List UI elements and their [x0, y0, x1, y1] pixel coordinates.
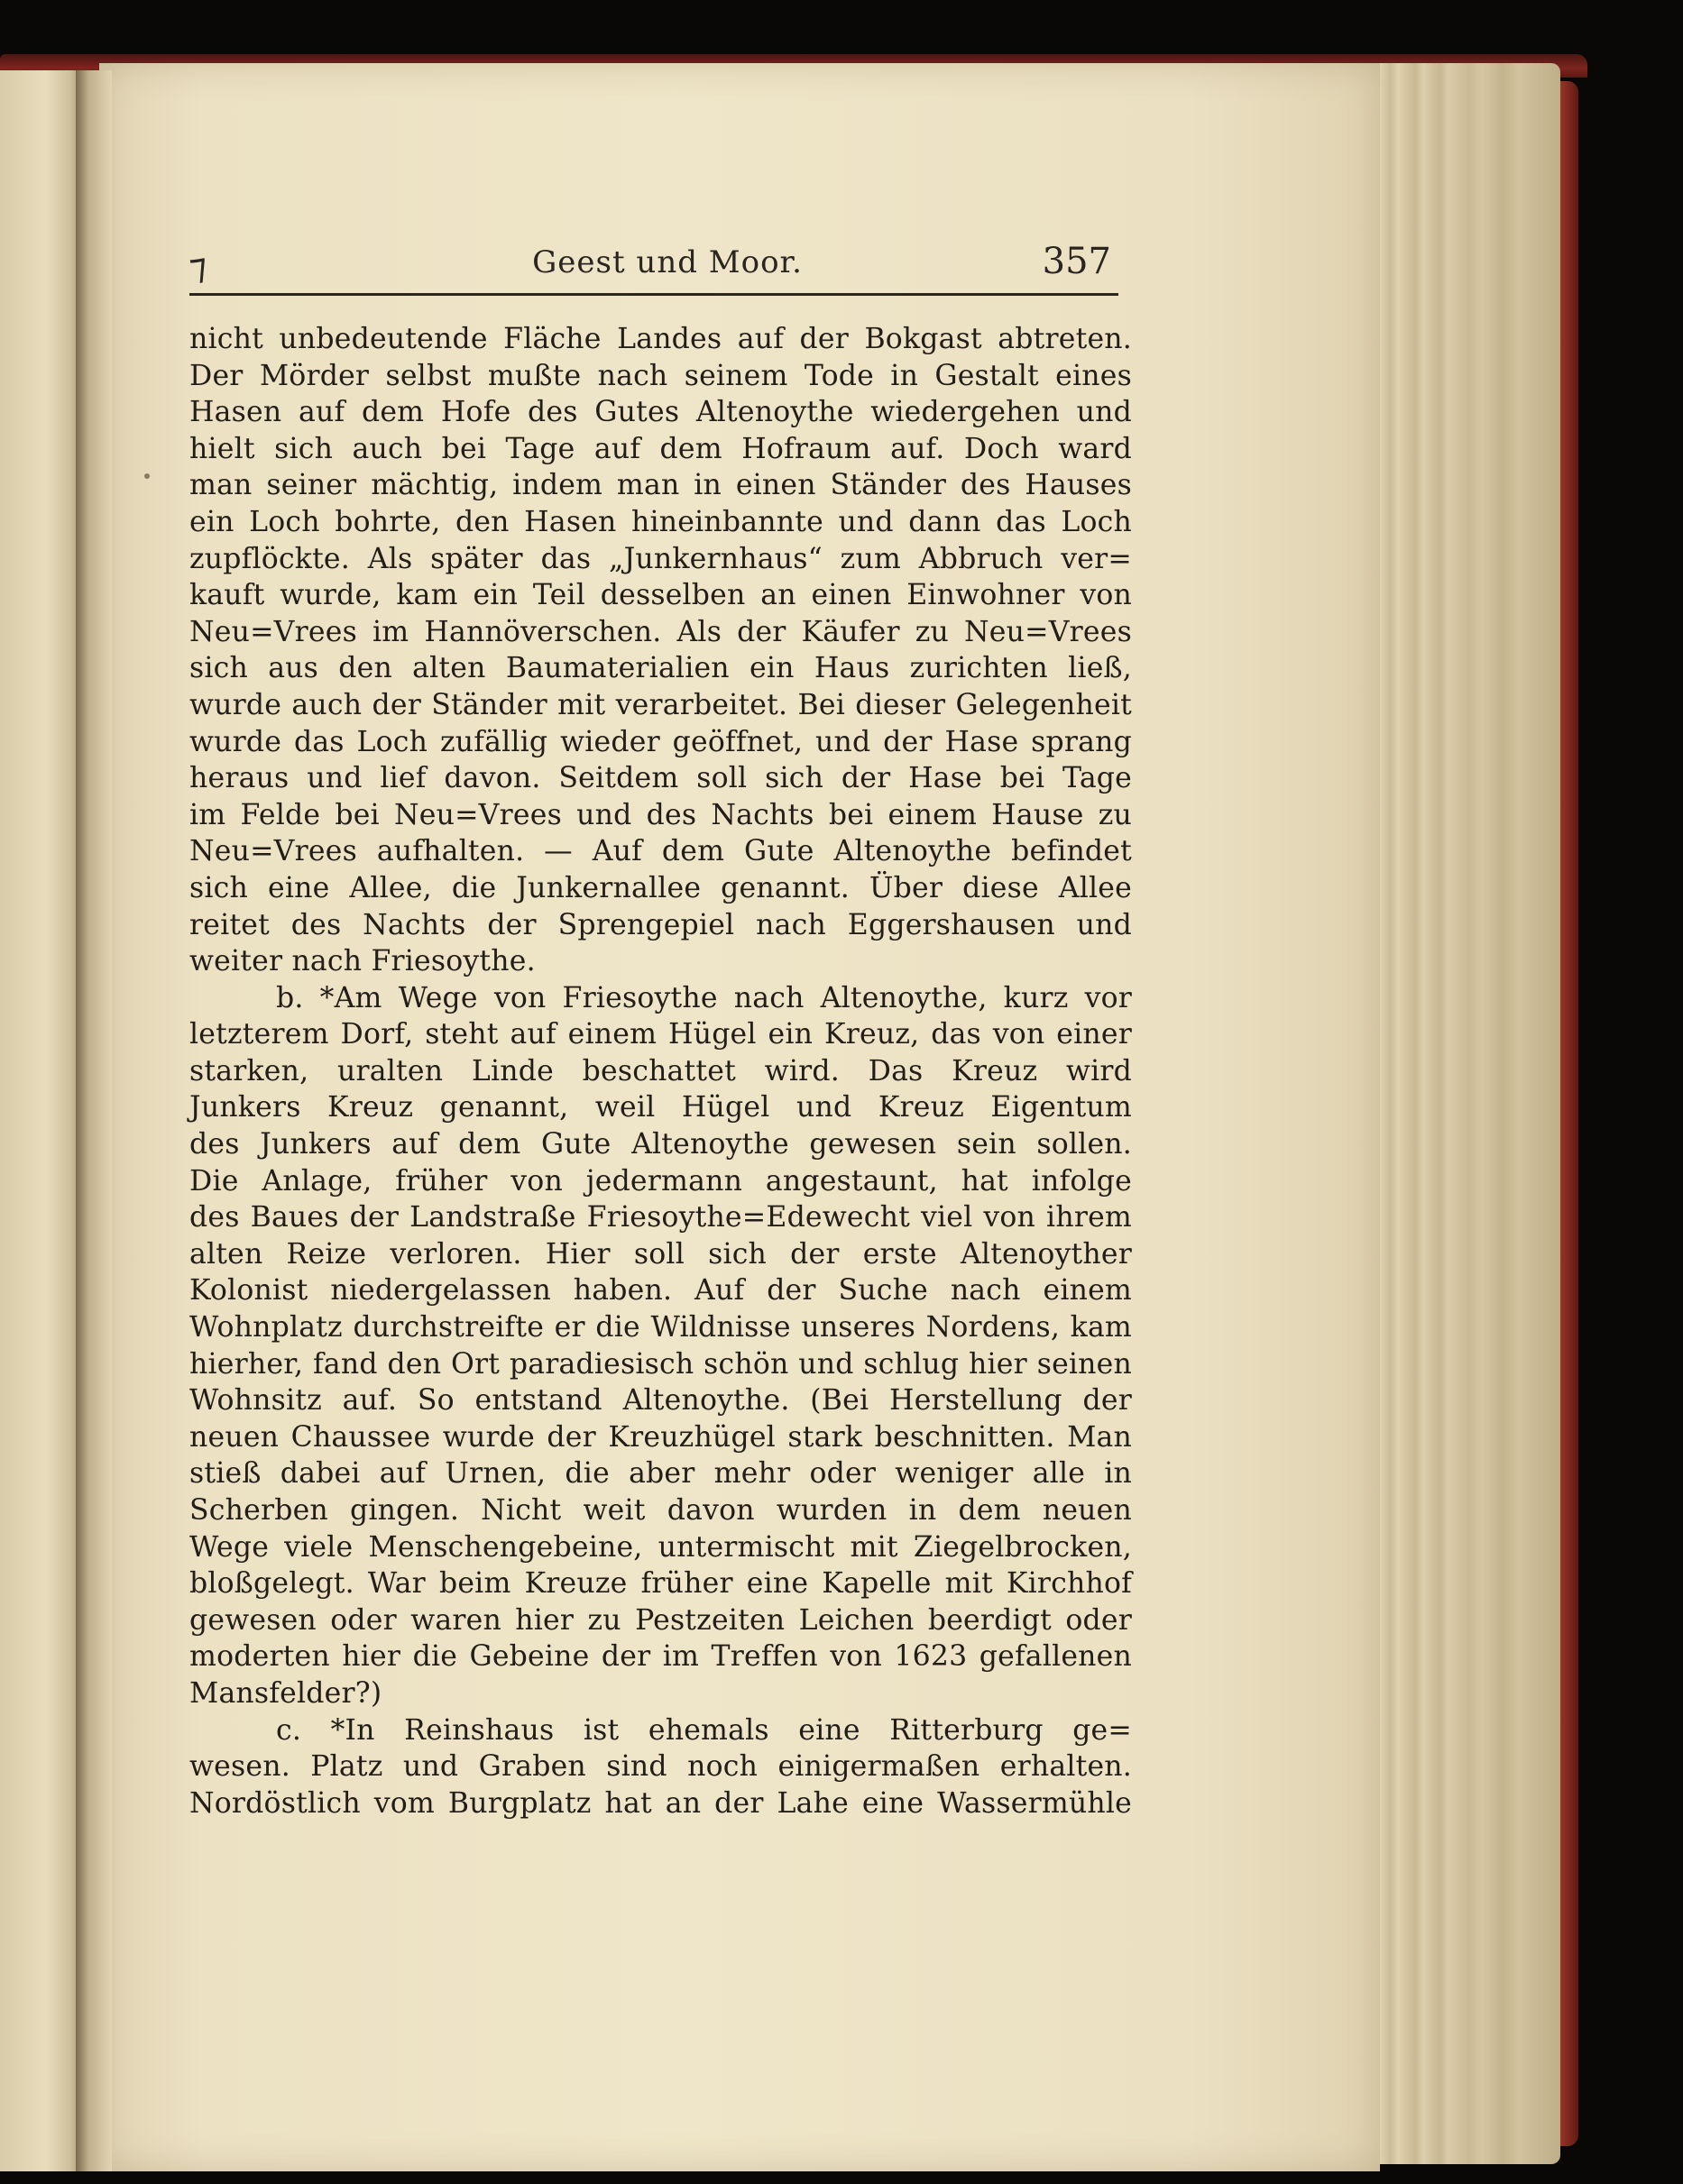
- text-line: Die Anlage, früher von jedermann angestaunt, hat infolge: [189, 1164, 1132, 1198]
- text-line: sich eine Allee, die Junkernallee genannt. Über diese Allee: [189, 871, 1132, 904]
- body-text: [189, 321, 1132, 1822]
- text-line: alten Reize verloren. Hier soll sich der erste Altenoyther: [189, 1237, 1132, 1271]
- signature-mark: ⁊: [186, 244, 210, 289]
- running-head: [186, 239, 1118, 296]
- text-line: Wohnsitz auf. So entstand Altenoythe. (Bei Herstellung der: [189, 1384, 1132, 1418]
- text-line: Nordöstlich vom Burgplatz hat an der Lahe eine Wassermühle: [189, 1786, 1132, 1820]
- text-line: wesen. Platz und Graben sind noch einigermaßen erhalten.: [189, 1750, 1132, 1784]
- text-line: c. *In Reinshaus ist ehemals eine Ritterburg ge=: [276, 1713, 1132, 1747]
- text-line: Neu=Vrees im Hannöverschen. Als der Käufer zu Neu=Vrees: [189, 615, 1132, 648]
- text-line: b. *Am Wege von Friesoythe nach Altenoythe, kurz vor: [276, 981, 1132, 1014]
- text-line: nicht unbedeutende Fläche Landes auf der Bokgast abtreten.: [189, 323, 1132, 355]
- text-line: bloßgelegt. War beim Kreuze früher eine Kapelle mit Kirchhof: [189, 1567, 1132, 1601]
- text-line: Scherben gingen. Nicht weit davon wurden in dem neuen: [189, 1494, 1132, 1527]
- paper-speck: [144, 473, 150, 479]
- text-line: Hasen auf dem Hofe des Gutes Altenoythe wiedergehen und: [189, 396, 1132, 429]
- text-line: sich aus den alten Baumaterialien ein Haus zurichten ließ,: [189, 652, 1132, 685]
- text-line: Neu=Vrees aufhalten. — Auf dem Gute Altenoythe befindet: [189, 835, 1132, 868]
- text-line: im Felde bei Neu=Vrees und des Nachts bei einem Hause zu: [189, 798, 1132, 831]
- text-line: Junkers Kreuz genannt, weil Hügel und Kreuz Eigentum: [189, 1091, 1132, 1124]
- header-title: Geest und Moor.: [532, 244, 803, 280]
- text-line: stieß dabei auf Urnen, die aber mehr oder weniger alle in: [189, 1457, 1132, 1491]
- text-line: des Junkers auf dem Gute Altenoythe gewesen sein sollen.: [189, 1128, 1132, 1161]
- text-line: wurde das Loch zufällig wieder geöffnet, und der Hase sprang: [189, 725, 1132, 758]
- page-number: 357: [1042, 241, 1111, 282]
- previous-page-edge: [0, 70, 83, 2171]
- text-line: man seiner mächtig, indem man in einen Ständer des Hauses: [189, 469, 1132, 502]
- text-line: gewesen oder waren hier zu Pestzeiten Leichen beerdigt oder: [189, 1603, 1132, 1637]
- text-line: moderten hier die Gebeine der im Treffen von 1623 gefallenen: [189, 1640, 1132, 1674]
- text-line: Kolonist niedergelassen haben. Auf der Suche nach einem: [189, 1274, 1132, 1308]
- text-line: Der Mörder selbst mußte nach seinem Tode in Gestalt eines: [189, 359, 1132, 392]
- text-line: neuen Chaussee wurde der Kreuzhügel stark beschnitten. Man: [189, 1420, 1132, 1454]
- text-line: wurde auch der Ständer mit verarbeitet. Bei dieser Gelegenheit: [189, 688, 1132, 721]
- text-line: hielt sich auch bei Tage auf dem Hofraum auf. Doch ward: [189, 432, 1132, 465]
- text-line: Wege viele Menschengebeine, untermischt mit Ziegelbrocken,: [189, 1530, 1132, 1564]
- text-line: kauft wurde, kam ein Teil desselben an einen Einwohner von: [189, 579, 1132, 612]
- text-line: starken, uralten Linde beschattet wird. Das Kreuz wird: [189, 1054, 1132, 1087]
- text-line: heraus und lief davon. Seitdem soll sich der Hase bei Tage: [189, 762, 1132, 795]
- text-line: reitet des Nachts der Sprengepiel nach Eggershausen und: [189, 908, 1132, 941]
- text-line: zupflöckte. Als später das „Junkernhaus“ zum Abbruch ver=: [189, 542, 1132, 575]
- text-line: Mansfelder?): [189, 1676, 382, 1710]
- page-edges: [1353, 63, 1560, 2164]
- text-line: letzterem Dorf, steht auf einem Hügel ein Kreuz, das von einer: [189, 1018, 1132, 1051]
- text-line: hierher, fand den Ort paradiesisch schön und schlug hier seinen: [189, 1347, 1132, 1381]
- page-gutter: [76, 70, 112, 2171]
- text-line: ein Loch bohrte, den Hasen hineinbannte und dann das Loch: [189, 505, 1132, 538]
- text-line: weiter nach Friesoythe.: [189, 945, 536, 978]
- text-line: des Baues der Landstraße Friesoythe=Edewecht viel von ihrem: [189, 1201, 1132, 1234]
- text-line: Wohnplatz durchstreifte er die Wildnisse unseres Nordens, kam: [189, 1311, 1132, 1344]
